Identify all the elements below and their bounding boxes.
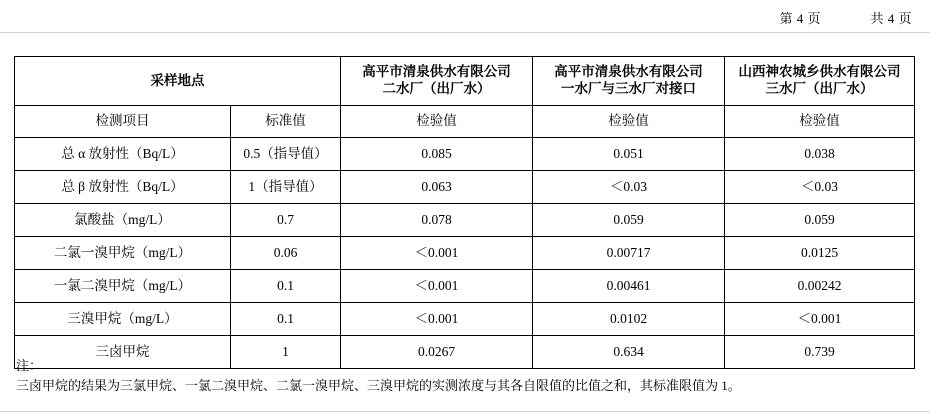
header-plant-1-line1: 高平市清泉供水有限公司 bbox=[362, 64, 511, 80]
row-0-value-1: 0.085 bbox=[341, 138, 533, 171]
row-1-value-3: ＜0.03 bbox=[725, 171, 915, 204]
table-row bbox=[15, 303, 915, 336]
notes-line-1: 三卤甲烷的结果为三氯甲烷、一氯二溴甲烷、二氯一溴甲烷、三溴甲烷的实测浓度与其各自限值的比值之和，其标准限值为 1。 bbox=[16, 378, 741, 394]
header-plant-2-line2: 一水厂与三水厂对接口 bbox=[561, 81, 696, 96]
row-3-value-3: 0.0125 bbox=[725, 237, 915, 270]
header-plant-3-line2: 三水厂（出厂水） bbox=[765, 81, 874, 96]
table-subheader-row bbox=[15, 106, 915, 138]
subheader-standard: 标准值 bbox=[231, 106, 341, 138]
row-5-standard: 0.1 bbox=[231, 303, 341, 336]
row-1-standard: 1（指导值） bbox=[231, 171, 341, 204]
water-quality-table bbox=[14, 56, 915, 369]
water-quality-table-wrapper bbox=[14, 56, 914, 369]
row-2-value-2: 0.059 bbox=[533, 204, 725, 237]
row-4-value-1: ＜0.001 bbox=[341, 270, 533, 303]
header-plant-3 bbox=[725, 57, 915, 106]
row-2-value-3: 0.059 bbox=[725, 204, 915, 237]
row-4-item: 一氯二溴甲烷（mg/L） bbox=[15, 270, 231, 303]
page-number-label: 第 4 页 bbox=[779, 11, 821, 26]
row-4-value-2: 0.00461 bbox=[533, 270, 725, 303]
table-notes bbox=[16, 356, 912, 396]
table-row bbox=[15, 204, 915, 237]
header-plant-2-line1: 高平市清泉供水有限公司 bbox=[554, 64, 703, 80]
table-row bbox=[15, 138, 915, 171]
header-sample-site: 采样地点 bbox=[15, 57, 341, 106]
table-row bbox=[15, 237, 915, 270]
row-6-standard: 1 bbox=[231, 336, 341, 369]
row-4-standard: 0.1 bbox=[231, 270, 341, 303]
row-0-value-3: 0.038 bbox=[725, 138, 915, 171]
row-6-value-3: 0.739 bbox=[725, 336, 915, 369]
row-5-value-2: 0.0102 bbox=[533, 303, 725, 336]
row-1-value-1: 0.063 bbox=[341, 171, 533, 204]
row-6-value-2: 0.634 bbox=[533, 336, 725, 369]
row-3-item: 二氯一溴甲烷（mg/L） bbox=[15, 237, 231, 270]
page-header bbox=[779, 8, 912, 27]
notes-title: 注： bbox=[16, 358, 43, 373]
row-6-item: 三卤甲烷 bbox=[15, 336, 231, 369]
footer-divider-bottom bbox=[0, 411, 930, 412]
row-1-item: 总 β 放射性（Bq/L） bbox=[15, 171, 231, 204]
row-1-value-2: ＜0.03 bbox=[533, 171, 725, 204]
header-divider-top bbox=[0, 32, 930, 33]
row-5-value-3: ＜0.001 bbox=[725, 303, 915, 336]
row-5-item: 三溴甲烷（mg/L） bbox=[15, 303, 231, 336]
header-plant-1 bbox=[341, 57, 533, 106]
header-plant-2 bbox=[533, 57, 725, 106]
row-0-value-2: 0.051 bbox=[533, 138, 725, 171]
table-row bbox=[15, 270, 915, 303]
row-0-standard: 0.5（指导值） bbox=[231, 138, 341, 171]
row-6-value-1: 0.0267 bbox=[341, 336, 533, 369]
subheader-value-3: 检验值 bbox=[725, 106, 915, 138]
row-3-value-2: 0.00717 bbox=[533, 237, 725, 270]
row-3-value-1: ＜0.001 bbox=[341, 237, 533, 270]
total-pages-label: 共 4 页 bbox=[870, 11, 912, 26]
table-row bbox=[15, 171, 915, 204]
row-2-standard: 0.7 bbox=[231, 204, 341, 237]
row-4-value-3: 0.00242 bbox=[725, 270, 915, 303]
table-header-row bbox=[15, 57, 915, 106]
subheader-value-2: 检验值 bbox=[533, 106, 725, 138]
row-3-standard: 0.06 bbox=[231, 237, 341, 270]
header-plant-1-line2: 二水厂（出厂水） bbox=[382, 81, 491, 96]
row-5-value-1: ＜0.001 bbox=[341, 303, 533, 336]
subheader-item: 检测项目 bbox=[15, 106, 231, 138]
subheader-value-1: 检验值 bbox=[341, 106, 533, 138]
row-0-item: 总 α 放射性（Bq/L） bbox=[15, 138, 231, 171]
row-2-item: 氯酸盐（mg/L） bbox=[15, 204, 231, 237]
row-2-value-1: 0.078 bbox=[341, 204, 533, 237]
header-plant-3-line1: 山西神农城乡供水有限公司 bbox=[738, 64, 901, 80]
